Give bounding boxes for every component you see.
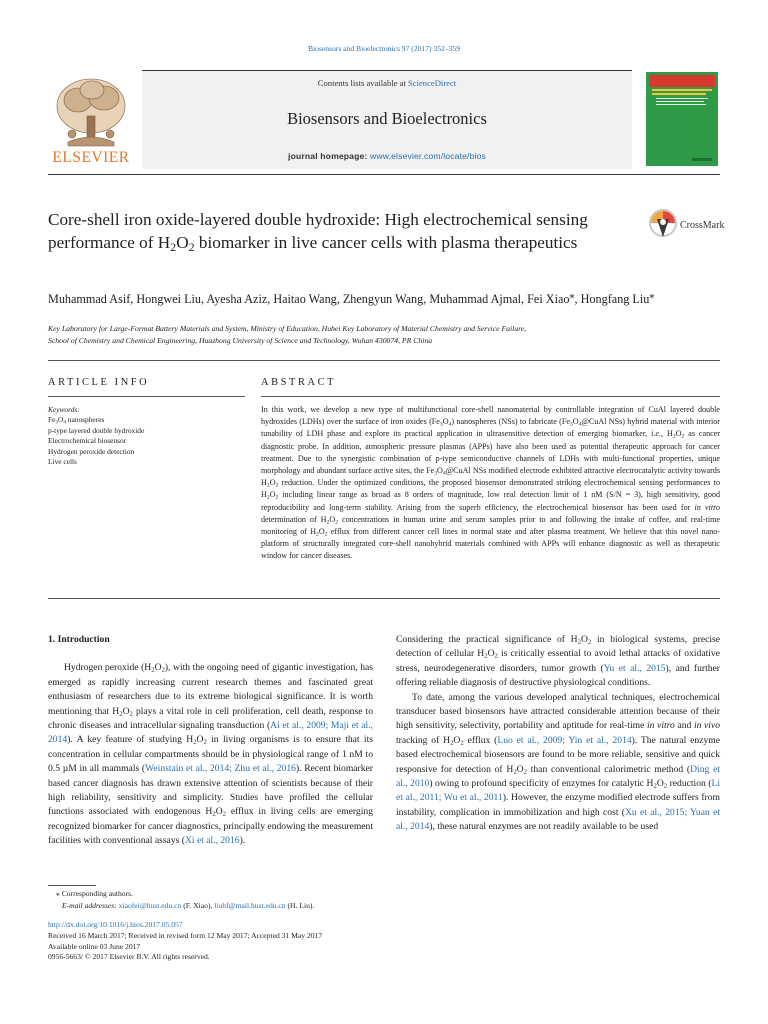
crossmark-label: CrossMark [680,220,725,231]
abstract-heading: ABSTRACT [261,377,337,388]
body-column-right [396,633,720,835]
homepage-link[interactable]: www.elsevier.com/locate/bios [370,151,486,161]
contents-prefix: Contents lists available at [317,78,408,88]
elsevier-logo [48,72,134,166]
journal-cover-thumbnail[interactable] [646,72,718,166]
body-paragraph: To date, among the various developed analytical techniques, electrochemical transducer based biosensors have attracted considerable attention because of their high sensitivity, selectivity, portability and aptitude for real-time in vitro and in vivo tracking of $H_2O_2$ efflux (Luo et al., 2009; Yin et al., 2014). The natural enzyme based electrochemical biosensors are found to be more reliable, sensitive and quick responsive for detection of $H_2O_2$ than conventional calorimetric method (Ding et al., 2010) owing to profound specificity of enzymes for catalytic $H_2O_2$ reduction (Li et al., 2011; Wu et al., 2011). However, the enzyme modified electrode suffers from instability, complication in immobilization and high cost (Xu et al., 2015; Yuan et al., 2014), these natural enzymes are not readily available to be used [396,691,721,833]
section-rule [261,396,720,397]
doi-link[interactable]: http://dx.doi.org/10.1016/j.bios.2017.05.057 [48,920,183,929]
contents-line [142,78,632,88]
section-rule [48,396,245,397]
section-rule [48,598,720,599]
body-column-left [48,633,373,849]
body-paragraph: Considering the practical significance of $H_2O_2$ in biological systems, precise detection of cellular $H_2O_2$ is critically essential to avoid lethal attacks of oxidative stress, neurodegenerative disorders, tumor growth (Yu et al., 2015), and further offering reliable diagnosis of destructive physiological conditions. [396,634,720,689]
journal-title[interactable]: Biosensors and Bioelectronics [287,109,487,128]
masthead-rule [48,174,720,175]
article-title: Core-shell iron oxide-layered double hydroxide: High electrochemical sensing performance of $H_2O_2$ biomarker in live cancer cells with plasma therapeutics [48,210,588,254]
journal-reference[interactable]: Biosensors and Bioelectronics 97 (2017) 352–359 [307,44,461,53]
publisher-wordmark: ELSEVIER [52,149,130,166]
keyword-item: Live cells [48,457,77,467]
affiliation-line: School of Chemistry and Chemical Engineering, Huazhong University of Science and Technology, Wuhan 430074, PR China [48,335,433,345]
article-info-heading: ARTICLE INFO [48,377,150,388]
email-name: (F. Xiao), [181,900,215,910]
affiliation-line: Key Laboratory for Large-Format Battery Materials and System, Ministry of Education, Hubei Key Laboratory of Material Chemistry and Service Failure, [48,324,527,333]
keyword-item: Hydrogen peroxide detection [48,446,135,456]
body-paragraph: Hydrogen peroxide $(H_2O_2)$, with the ongoing need of gigantic investigation, has emerged as rapidly increasing current research themes and fascinated great enthusiasm of researchers due to its extreme biological significance. It is worth mentioning that $H_2O_2$ plays a vital role in cell proliferation, cell death, response to chronic diseases and intracellular signaling transduction (Ai et al., 2009; Maji et al., 2014). A key feature of studying $H_2O_2$ in living organisms is to ensure that its concentration in cellular compartments should be in physiological range of 1 nM to 0.5 µM in all mammals (Weinstain et al., 2014; Zhu et al., 2016). Recent biomarker based cancer diagnosis has drawn extensive attention of scientists because of their high reliability, sensitivity and simplicity. Studies have profiled the cellular functions associated with endogenous $H_2O_2$ efflux in living cells are emerging recognized biomarker for cancer diagnostics, principally endowing the measurement facilities with conventional assays (Xi et al., 2016). [48,662,374,847]
corresponding-footnote [48,888,388,911]
crossmark-badge[interactable] [648,208,728,242]
corresponding-note: ⁎ Corresponding authors. [56,889,133,898]
keywords-block [48,405,248,467]
keywords-label: Keywords: [48,405,80,414]
author-list: Muhammad Asif, Hongwei Liu, Ayesha Aziz, Haitao Wang, Zhengyun Wang, Muhammad Ajmal, Fei Xiao⁎, Hongfang Liu⁎ [48,290,655,307]
keyword-item: Electrochemical biosensor [48,436,127,446]
abstract-text: In this work, we develop a new type of multifunctional core-shell nanomaterial by controllable integration of CuAl layered double hydroxides (LDHs) over the surface of iron oxides $(Fe_3O_4)$ nanospheres (NSs) to fabricate ($Fe_3O_4@CuAl$ NSs) hybrid material with interior tunability of LDH phase and explore its practical application in ultrasensitive detection of emerging biomarker, i.e., $H_2O_2$ as cancer diagnostic probe. In addition, atmospheric pressure plasmas (APPs) have also been used as potential therapeutic approach for cancer treatment. Due to the synergistic combination of p-type semiconductive channels of LDHs with multi-functional properties, unique morphology and abundant surface active sites, the $Fe_3O_4@CuAl$ NSs modified electrode exhibited attractive electrocatalytic activity towards $H_2O_2$ reduction. Under the optimized conditions, the proposed biosensor demonstrated striking electrochemical sensing performances to $H_2O_2$ including linear range as broad as 8 orders of magnitude, low real detection limit of 1 nM (S/N = 3), high sensitivity, good reproducibility and long-term stability. Arising from the superb efficiency, the electrochemical biosensor has been used for in vitro determination of $H_2O_2$ concentrations in human urine and serum samples prior to and following the intake of coffee, and real-time monitoring of $H_2O_2$ efflux from different cancer cell lines in normal state and after plasma treatment. We believe that this novel nano-platform of structurally integrated core-shell nanohybrid materials combined with APPs will enhance diagnostic as well as therapeutic window for cancer diseases. [261,405,721,561]
footnote-rule [48,885,96,886]
email-name: (H. Liu). [285,900,315,910]
received-dates: Received 16 March 2017; Received in revised form 12 May 2017; Accepted 31 May 2017 [48,930,323,940]
copyright: 0956-5663/ © 2017 Elsevier B.V. All rights reserved. [48,952,210,962]
keyword-item: $Fe_3O_4$ nanospheres [48,415,105,426]
available-online: Available online 03 June 2017 [48,941,141,951]
publication-info [48,920,468,963]
journal-homepage [142,151,632,161]
homepage-label: journal homepage: [288,151,370,161]
keyword-item: p-type layered double hydroxide [48,425,145,435]
email-link-liu[interactable]: liuhf@mail.hust.edu.cn [214,900,286,910]
section-heading: 1. Introduction [48,634,110,645]
crossmark-icon [648,208,678,242]
email-line [48,900,388,912]
email-link-xiao[interactable]: xiaofei@hust.edu.cn [118,900,182,910]
email-label: E-mail addresses: [62,900,119,910]
sciencedirect-link[interactable]: ScienceDirect [408,78,457,88]
section-rule [48,360,720,361]
affiliation [48,323,728,346]
